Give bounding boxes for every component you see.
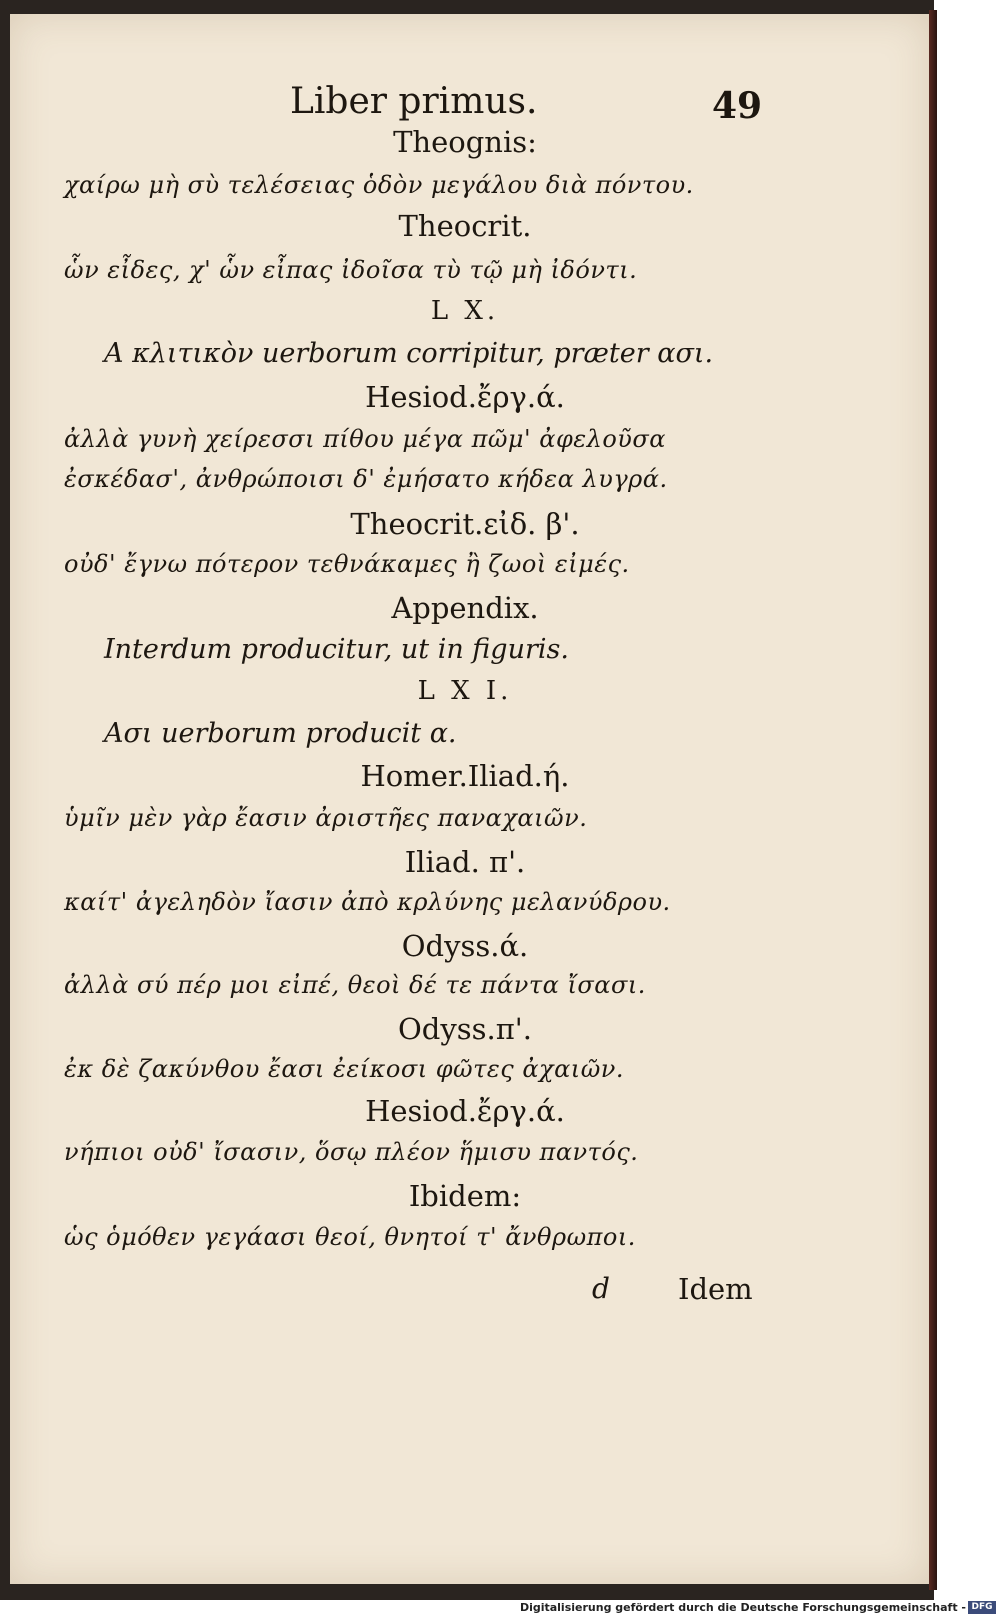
running-title: Liber primus. — [290, 81, 538, 122]
source-heading: Theognis: — [393, 125, 537, 159]
source-heading: Homer.Iliad.ή. — [360, 759, 570, 793]
rule-number: L X I. — [417, 676, 513, 706]
greek-verse-line: ὑμῖν μὲν γὰρ ἔασιν ἀριστῆες παναχαιῶν. — [64, 804, 588, 832]
greek-verse-line: ἀλλὰ σύ πέρ μοι εἰπέ, θεοὶ δέ τε πάντα ἴσασι. — [64, 971, 646, 999]
source-heading: Theocrit. — [398, 209, 532, 243]
source-heading: Theocrit.εἰδ. β'. — [350, 507, 580, 541]
dfg-logo: DFG — [968, 1601, 996, 1614]
source-heading: Iliad. π'. — [404, 845, 526, 879]
greek-verse-line: ὡς ὁμόθεν γεγάασι θεοί, θνητοί τ' ἄνθρωποι. — [64, 1223, 636, 1251]
latin-rule-line: A κλιτικὸν uerborum corripitur, præter ασι. — [104, 338, 714, 369]
latin-rule-line: Ασι uerborum producit α. — [104, 718, 457, 749]
greek-verse-line: ἀλλὰ γυνὴ χείρεσσι πίθου μέγα πῶμ' ἀφελοῦσα — [64, 425, 666, 453]
rule-number: L X. — [430, 296, 500, 326]
source-heading: Hesiod.ἔργ.ά. — [365, 1094, 565, 1128]
greek-verse-line: οὐδ' ἔγνω πότερον τεθνάκαμες ἢ ζωοὶ εἰμές. — [64, 550, 630, 578]
source-heading: Appendix. — [391, 591, 539, 625]
catchword: Idem — [678, 1272, 753, 1306]
latin-rule-line: Interdum producitur, ut in figuris. — [104, 634, 569, 665]
greek-verse-line: ἐκ δὲ ζακύνθου ἔασι ἐείκοσι φῶτες ἀχαιῶν. — [64, 1055, 624, 1083]
greek-verse-line: ὧν εἶδες, χ' ὧν εἶπας ἰδοῖσα τὺ τῷ μὴ ἰδόντι. — [64, 256, 638, 284]
greek-verse-line: καίτ' ἀγεληδὸν ἴασιν ἀπὸ κρλύνης μελανύδρου. — [64, 888, 671, 916]
source-heading: Hesiod.ἔργ.ά. — [365, 380, 565, 414]
source-heading: Odyss.π'. — [398, 1012, 532, 1046]
greek-verse-line: χαίρω μὴ σὺ τελέσειας ὁδὸν μεγάλου διὰ πόντου. — [64, 171, 694, 199]
greek-verse-line: νήπιοι οὐδ' ἴσασιν, ὅσῳ πλέον ἥμισυ παντός. — [64, 1138, 639, 1166]
source-heading: Ibidem: — [408, 1179, 522, 1213]
signature-mark: d — [592, 1272, 610, 1305]
footer-credit: Digitalisierung gefördert durch die Deutsche Forschungsgemeinschaft - — [519, 1601, 966, 1614]
source-heading: Odyss.ά. — [401, 929, 529, 963]
folio-number: 49 — [712, 85, 763, 127]
greek-verse-line: ἐσκέδασ', ἀνθρώποισι δ' ἐμήσατο κήδεα λυγρά. — [64, 465, 668, 493]
